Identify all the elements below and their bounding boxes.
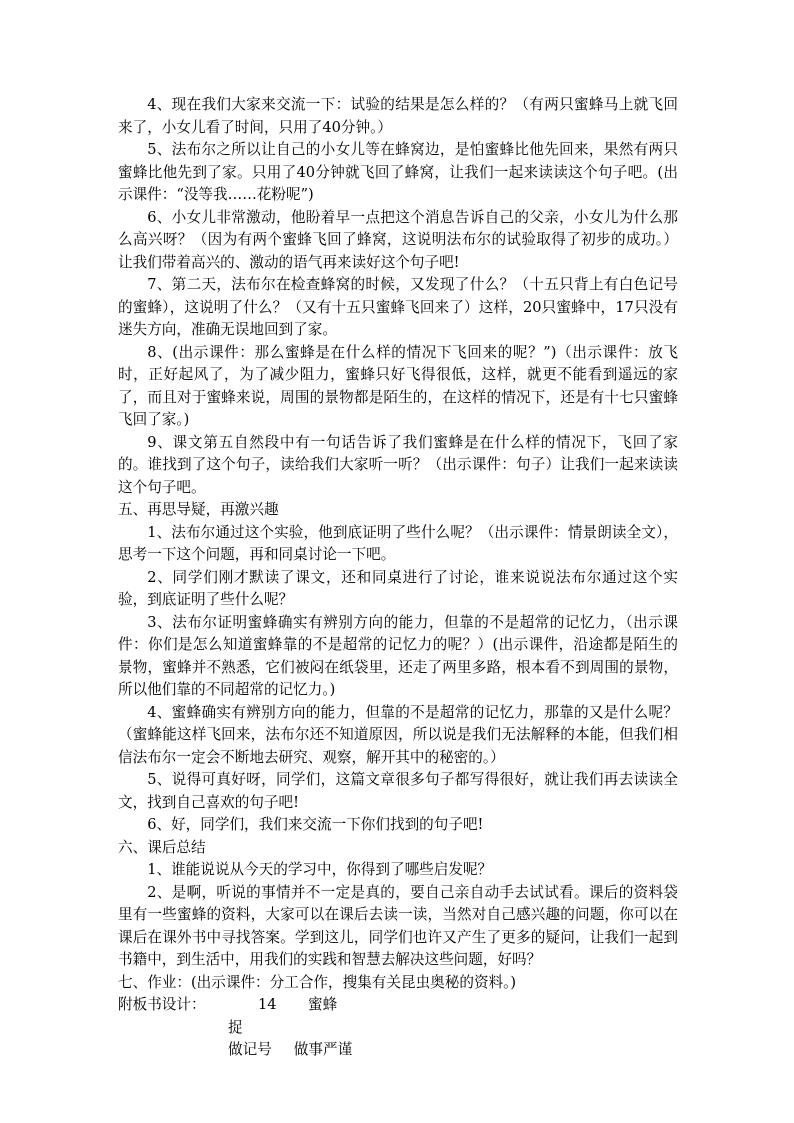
- section-heading-7: 七、作业：(出示课件：分工合作，搜集有关昆虫奥秘的资料。): [118, 973, 517, 991]
- board-line-rigorous: 做事严谨: [293, 1041, 353, 1058]
- board-title: 蜜蜂: [308, 996, 338, 1013]
- paragraph-section5-4: 4、蜜蜂确实有辨别方向的能力，但靠的不是超常的记忆力，那靠的又是什么呢？（蜜蜂能这样飞回来，法布尔还不知道原因，所以说是我们无法解释的本能，但我们相信法布尔一定会不断地去研究、观察，解开其中的秘密的。）: [118, 703, 678, 766]
- board-design-row-3: [118, 1039, 678, 1062]
- paragraph-section5-5: 5、说得可真好呀，同学们，这篇文章很多句子都写得很好，就让我们再去读读全文，找到自己喜欢的句子吧!: [118, 771, 678, 811]
- board-lesson-number: 14: [258, 996, 277, 1013]
- board-line-catch: 捉: [228, 1018, 243, 1036]
- paragraph-step4-9: 9、课文第五自然段中有一句话告诉了我们蜜蜂是在什么样的情况下，飞回了家的。谁找到了这个句子，读给我们大家听一听？（出示课件：句子）让我们一起来读读这个句子吧。: [118, 433, 678, 496]
- paragraph-step4-6: 6、小女儿非常激动，他盼着早一点把这个消息告诉自己的父亲，小女儿为什么那么高兴呀？（因为有两个蜜蜂飞回了蜂窝，这说明法布尔的试验取得了初步的成功。）让我们带着高兴的、激动的语气再来读好这个句子吧!: [118, 208, 678, 271]
- paragraph-section6-2: 2、是啊，听说的事情并不一定是真的，要自己亲自动手去试试看。课后的资料袋里有一些蜜蜂的资料，大家可以在课后去读一读，当然对自己感兴趣的问题，你可以在课后在课外书中寻找答案。学到这儿，同学们也许又产生了更多的疑问，让我们一起到书籍中，到生活中，用我们的实践和智慧去解决这些问题，好吗？: [118, 883, 678, 968]
- paragraph-section6-1: 1、谁能说说从今天的学习中，你得到了哪些启发呢？: [147, 861, 493, 878]
- paragraph-section5-6: 6、好，同学们，我们来交流一下你们找到的句子吧!: [147, 816, 484, 833]
- board-line-mark: 做记号: [228, 1041, 272, 1058]
- board-design-label: 附板书设计：: [118, 996, 206, 1013]
- board-design-row-1: [118, 994, 678, 1017]
- section-heading-6: 六、课后总结: [118, 838, 206, 856]
- paragraph-section5-3: 3、法布尔证明蜜蜂确实有辨别方向的能力，但靠的不是超常的记忆力，（出示课件：你们是怎么知道蜜蜂靠的不是超常的记忆力的呢？）(出示课件，沿途都是陌生的景物，蜜蜂并不熟悉，它们被闷在纸袋里，还走了两里多路，根本看不到周围的景物，所以他们靠的不同超常的记忆力。): [118, 613, 678, 698]
- paragraph-step4-7: 7、第二天，法布尔在检查蜂窝的时候，又发现了什么？（十五只背上有白色记号的蜜蜂），这说明了什么？（又有十五只蜜蜂飞回来了）这样，20只蜜蜂中，17只没有迷失方向，准确无误地回到了家。: [118, 276, 678, 338]
- paragraph-step4-8: 8、(出示课件：那么蜜蜂是在什么样的情况下飞回来的呢？”)（出示课件：放飞时，正好起风了，为了减少阻力，蜜蜂只好飞得很低，这样，就更不能看到遥远的家了，而且对于蜜蜂来说，周围的景物都是陌生的，在这样的情况下，还是有十七只蜜蜂飞回了家。): [118, 343, 678, 428]
- paragraph-section5-1: 1、法布尔通过这个实验，他到底证明了些什么呢？（出示课件：情景朗读全文），思考一下这个问题，再和同桌讨论一下吧。: [118, 523, 678, 563]
- paragraph-section5-2: 2、同学们刚才默读了课文，还和同桌进行了讨论，谁来说说法布尔通过这个实验，到底证明了些什么呢？: [118, 568, 678, 608]
- document-page: [118, 94, 678, 1062]
- paragraph-step4-5: 5、法布尔之所以让自己的小女儿等在蜂窝边，是怕蜜蜂比他先回来，果然有两只蜜蜂比他先到了家。只用了40分钟就飞回了蜂窝，让我们一起来读读这个句子吧。(出示课件：“没等我……花粉呢”): [118, 141, 678, 203]
- board-design-row-2: [118, 1017, 678, 1040]
- paragraph-step4-4: 4、现在我们大家来交流一下：试验的结果是怎么样的？（有两只蜜蜂马上就飞回来了，小女儿看了时间，只用了40分钟。）: [118, 96, 678, 136]
- section-heading-5: 五、再思导疑，再激兴趣: [118, 501, 279, 518]
